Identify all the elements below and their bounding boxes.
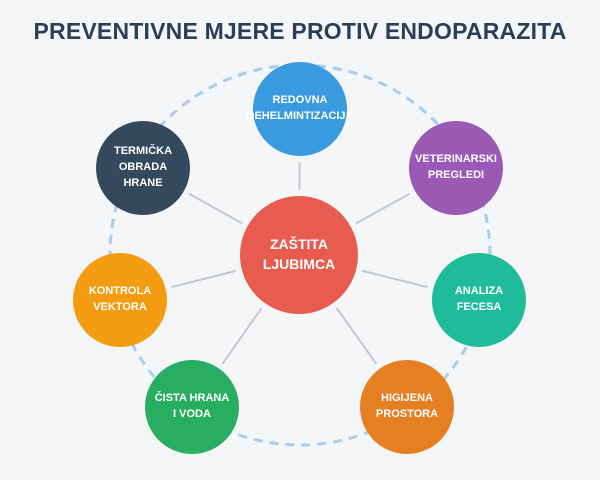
connector-line-hygiene: [337, 308, 377, 364]
connector-line-vet: [356, 194, 410, 224]
connector-line-vectors: [171, 271, 236, 287]
measure-node-hygiene: [360, 360, 454, 454]
measure-label-water: ČISTA HRANA I VODA: [154, 392, 230, 420]
center-node-label: ZAŠTITA LJUBIMCA: [262, 236, 336, 272]
measure-label-hygiene: HIGIJENA PROSTORA: [375, 392, 439, 420]
measure-node-thermal: [96, 121, 190, 215]
measure-node-feces: [432, 253, 526, 347]
measure-node-vectors: [73, 253, 167, 347]
measure-node-water: [145, 360, 239, 454]
measure-label-vectors: KONTROLA VEKTORA: [88, 285, 152, 313]
measure-node-vet: [409, 121, 503, 215]
measure-label-feces: ANALIZA FECESA: [454, 285, 504, 313]
measure-node-deworming: [246, 62, 354, 156]
measure-label-thermal: TERMIČKA OBRADA HRANE: [113, 145, 173, 189]
connector-line-water: [223, 308, 262, 364]
measure-label-deworming: REDOVNA DEHELMINTIZACIJA: [246, 94, 354, 122]
connector-line-thermal: [189, 194, 242, 224]
page-title: PREVENTIVNE MJERE PROTIV ENDOPARAZITA: [33, 18, 567, 44]
connector-line-feces: [362, 271, 428, 287]
measure-label-vet: VETERINARSKI PREGLEDI: [415, 153, 497, 181]
center-node: [240, 196, 358, 314]
